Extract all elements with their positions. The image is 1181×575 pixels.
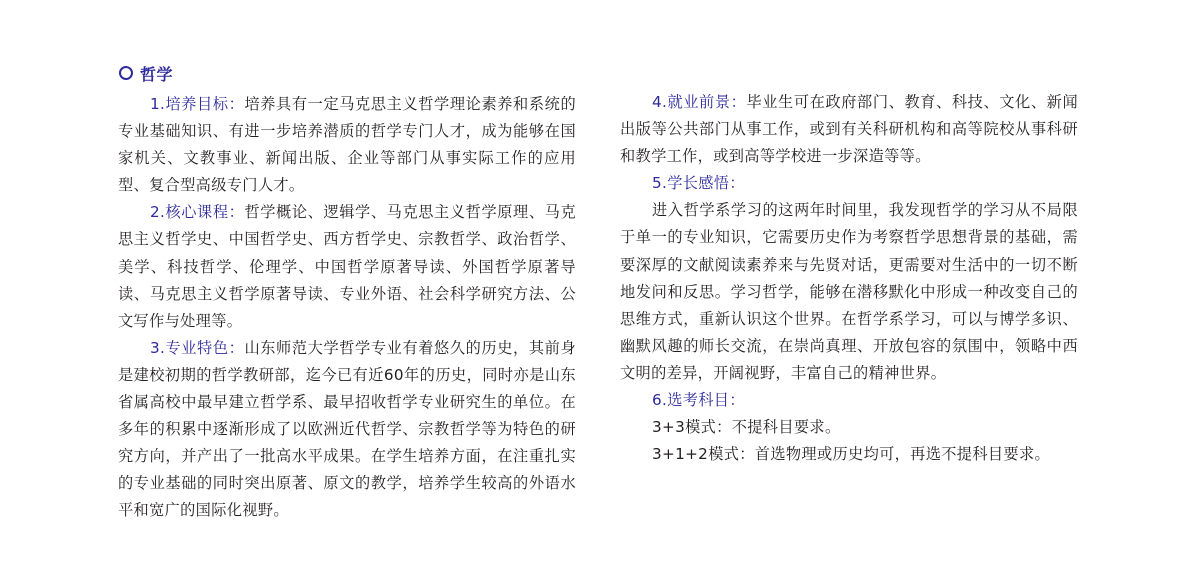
text-senior-reflection: 进入哲学系学习的这两年时间里，我发现哲学的学习从不局限于单一的专业知识，它需要历史作为考察哲学思想背景的基础，需要深厚的文献阅读素养来与先贤对话，更需要对生活中的一切不断地发问和反思。学习哲学，能够在潜移默化中形成一种改变自己的思维方式，重新认识这个世界。在哲学系学习，可以与博学多识、幽默风趣的师长交流，在崇尚真理、开放包容的氛围中，领略中西文明的差异，开阔视野，丰富自己的精神世界。 bbox=[620, 201, 1078, 382]
text-core-courses: 哲学概论、逻辑学、马克思主义哲学原理、马克思主义哲学史、中国哲学史、西方哲学史、宗教哲学、政治哲学、美学、科技哲学、伦理学、中国哲学原著导读、外国哲学原著导读、马克思主义哲学原著导读、专业外语、社会科学研究方法、公文写作与处理等。 bbox=[118, 203, 576, 330]
section-title: 哲学 bbox=[140, 64, 174, 84]
label-major-features: 3.专业特色： bbox=[150, 338, 245, 357]
paragraph-employment bbox=[620, 89, 1078, 170]
label-core-courses: 2.核心课程： bbox=[150, 203, 245, 222]
paragraph-major-features bbox=[118, 335, 576, 525]
text-mode-3-3: 3+3模式：不提科目要求。 bbox=[652, 418, 841, 437]
text-training-goal: 培养具有一定马克思主义哲学理论素养和系统的专业基础知识、有进一步培养潜质的哲学专门人才，成为能够在国家机关、文教事业、新闻出版、企业等部门从事实际工作的应用型、复合型高级专门人才。 bbox=[118, 95, 576, 195]
text-major-features: 山东师范大学哲学专业有着悠久的历史，其前身是建校初期的哲学教研部，迄今已有近60年的历史，同时亦是山东省属高校中最早建立哲学系、最早招收哲学专业研究生的单位。在多年的积累中逐渐形成了以欧洲近代哲学、宗教哲学等为特色的研究方向，并产出了一批高水平成果。在学生培养方面，在注重扎实的专业基础的同时突出原著、原文的教学，培养学生较高的外语水平和宽广的国际化视野。 bbox=[118, 338, 576, 520]
label-senior-reflection: 5.学长感悟： bbox=[652, 174, 745, 193]
right-column bbox=[620, 89, 1078, 468]
label-training-goal: 1.培养目标： bbox=[150, 95, 245, 113]
left-column bbox=[118, 91, 576, 525]
label-employment: 4.就业前景： bbox=[652, 93, 747, 111]
paragraph-core-courses bbox=[118, 199, 576, 334]
text-employment: 毕业生可在政府部门、教育、科技、文化、新闻出版等公共部门从事工作，或到有关科研机构和高等院校从事科研和教学工作，或到高等学校进一步深造等等。 bbox=[620, 93, 1078, 166]
text-mode-3-1-2: 3+1+2模式：首选物理或历史均可，再选不提科目要求。 bbox=[652, 445, 1051, 464]
paragraph-training-goal bbox=[118, 91, 576, 199]
label-subject-requirements: 6.选考科目： bbox=[652, 391, 745, 410]
circle-outline-icon bbox=[119, 66, 133, 80]
section-heading bbox=[119, 61, 173, 85]
